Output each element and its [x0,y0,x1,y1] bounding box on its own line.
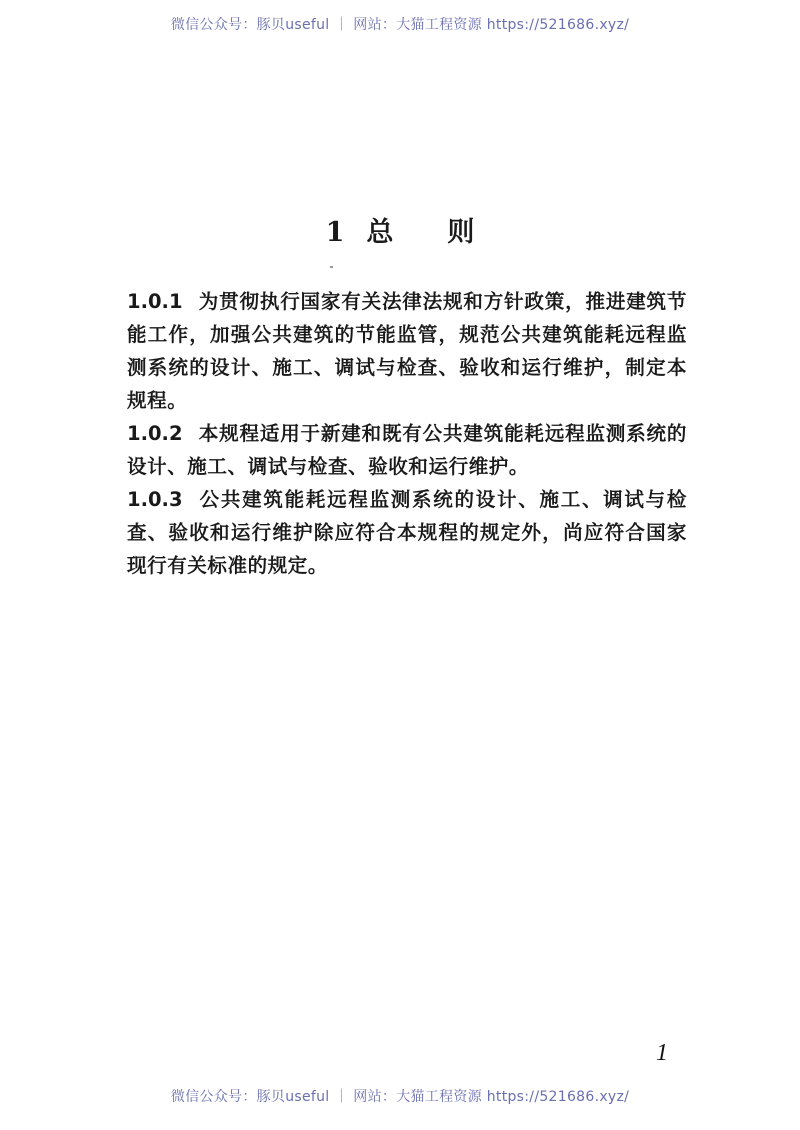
chapter-title-char-2: 则 [447,217,475,248]
chapter-title-char-1: 总 [366,217,394,248]
page-number: 1 [656,1040,668,1066]
watermark-bottom: 微信公众号：豚贝useful ｜ 网站：大猫工程资源 https://521686.xyz/ [170,1089,630,1105]
clause-1-0-1 [127,285,687,417]
chapter-title [0,210,800,249]
clause-1-0-2 [127,417,687,483]
watermark-top: 微信公众号：豚贝useful ｜ 网站：大猫工程资源 https://521686.xyz/ [170,17,630,33]
clause-number: 1.0.2 [127,422,183,445]
chapter-number: 1 [325,217,345,248]
clause-text: 本规程适用于新建和既有公共建筑能耗远程监测系统的设计、施工、调试与检查、验收和运行维护。 [127,422,687,478]
clause-list [127,285,687,582]
clause-1-0-3 [127,483,687,582]
clause-number: 1.0.3 [127,488,183,511]
clause-text: 公共建筑能耗远程监测系统的设计、施工、调试与检查、验收和运行维护除应符合本规程的规定外，尚应符合国家现行有关标准的规定。 [127,488,687,577]
scan-speck [330,266,333,268]
clause-number: 1.0.1 [127,290,183,313]
clause-text: 为贯彻执行国家有关法律法规和方针政策，推进建筑节能工作，加强公共建筑的节能监管，规范公共建筑能耗远程监测系统的设计、施工、调试与检查、验收和运行维护，制定本规程。 [127,290,687,412]
